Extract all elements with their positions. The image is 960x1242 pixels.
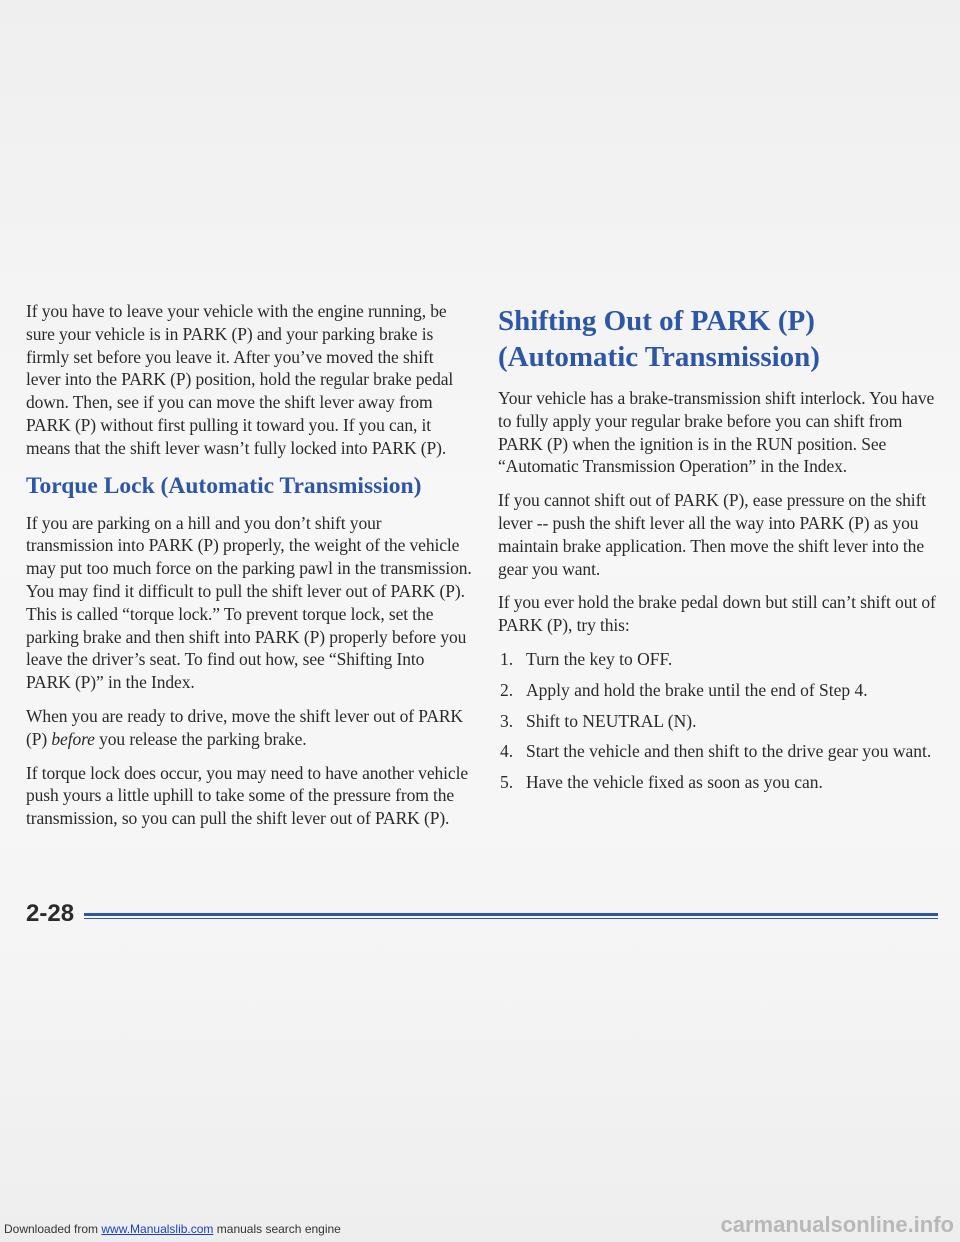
step-number: 2. — [500, 679, 514, 700]
step-item — [498, 648, 938, 671]
torque-lock-heading: Torque Lock (Automatic Transmission) — [26, 472, 422, 499]
download-banner — [4, 1222, 341, 1236]
torque-paragraph-2-start: When you are ready to drive, move the shift lever out of PARK (P) — [26, 705, 463, 749]
torque-paragraph-2-emphasis: before — [51, 728, 95, 749]
torque-paragraph-2-end: you release the parking brake. — [94, 728, 307, 749]
step-item — [498, 679, 938, 702]
shifting-paragraph-2: If you cannot shift out of PARK (P), ease pressure on the shift lever -- push the shift lever all the way into PARK (P) as you maintain brake application. Then move the shift lever into the gear you want. — [498, 490, 927, 579]
step-text: Start the vehicle and then shift to the drive gear you want. — [526, 741, 932, 762]
intro-paragraph: If you have to leave your vehicle with the engine running, be sure your vehicle is in PARK (P) and your parking brake is firmly set before you leave it. After you’ve moved the shift lever into the PARK (P) position, hold the regular brake pedal down. Then, see if you can move the shift lever away from PARK (P) without first pulling it toward you. If you can, it means that the shift lever wasn’t fully locked into PARK (P). — [26, 301, 454, 458]
step-text: Shift to NEUTRAL (N). — [526, 710, 697, 731]
page-number: 2-28 — [26, 900, 75, 927]
torque-paragraph-2 — [26, 705, 472, 751]
step-text: Turn the key to OFF. — [526, 648, 673, 669]
step-number: 1. — [500, 648, 514, 669]
shifting-out-heading — [498, 303, 938, 375]
footer-rule — [84, 913, 938, 916]
download-banner-suffix: manuals search engine — [213, 1222, 341, 1236]
shifting-out-heading-line-2: (Automatic Transmission) — [498, 341, 820, 373]
torque-paragraph-3: If torque lock does occur, you may need to have another vehicle push yours a little uphill to take some of the pressure from the transmission, so you can pull the shift lever out of PARK (P). — [26, 762, 468, 829]
step-number: 5. — [500, 772, 514, 793]
torque-paragraph-1: If you are parking on a hill and you don’t shift your transmission into PARK (P) properly, the weight of the vehicle may put too much force on the parking pawl in the transmission. You may find it difficult to pull the shift lever out of PARK (P). This is called “torque lock.” To prevent torque lock, set the parking brake and then shift into PARK (P) properly before you leave the driver’s seat. To find out how, see “Shifting Into PARK (P)” in the Index. — [26, 512, 472, 693]
step-number: 3. — [500, 710, 514, 731]
manualslib-link[interactable]: www.Manualslib.com — [101, 1222, 214, 1236]
shifting-out-heading-line-1: Shifting Out of PARK (P) — [498, 305, 815, 337]
step-item — [498, 771, 938, 794]
site-watermark: carmanualsonline.info — [720, 1212, 954, 1237]
step-item — [498, 710, 938, 733]
shifting-paragraph-3: If you ever hold the brake pedal down but still can’t shift out of PARK (P), try this: — [498, 592, 936, 636]
right-column — [498, 300, 938, 802]
left-column — [26, 300, 472, 841]
step-text: Apply and hold the brake until the end of Step 4. — [526, 679, 868, 700]
step-number: 4. — [500, 741, 514, 762]
download-banner-prefix: Downloaded from — [4, 1222, 102, 1236]
footer-rule-thin — [84, 918, 938, 919]
shifting-paragraph-1: Your vehicle has a brake-transmission shift interlock. You have to fully apply your regular brake before you can shift from PARK (P) when the ignition is in the RUN position. See “Automatic Transmission Operation” in the Index. — [498, 388, 935, 477]
step-item — [498, 740, 938, 763]
step-text: Have the vehicle fixed as soon as you can. — [526, 772, 823, 793]
steps-list — [498, 648, 938, 794]
